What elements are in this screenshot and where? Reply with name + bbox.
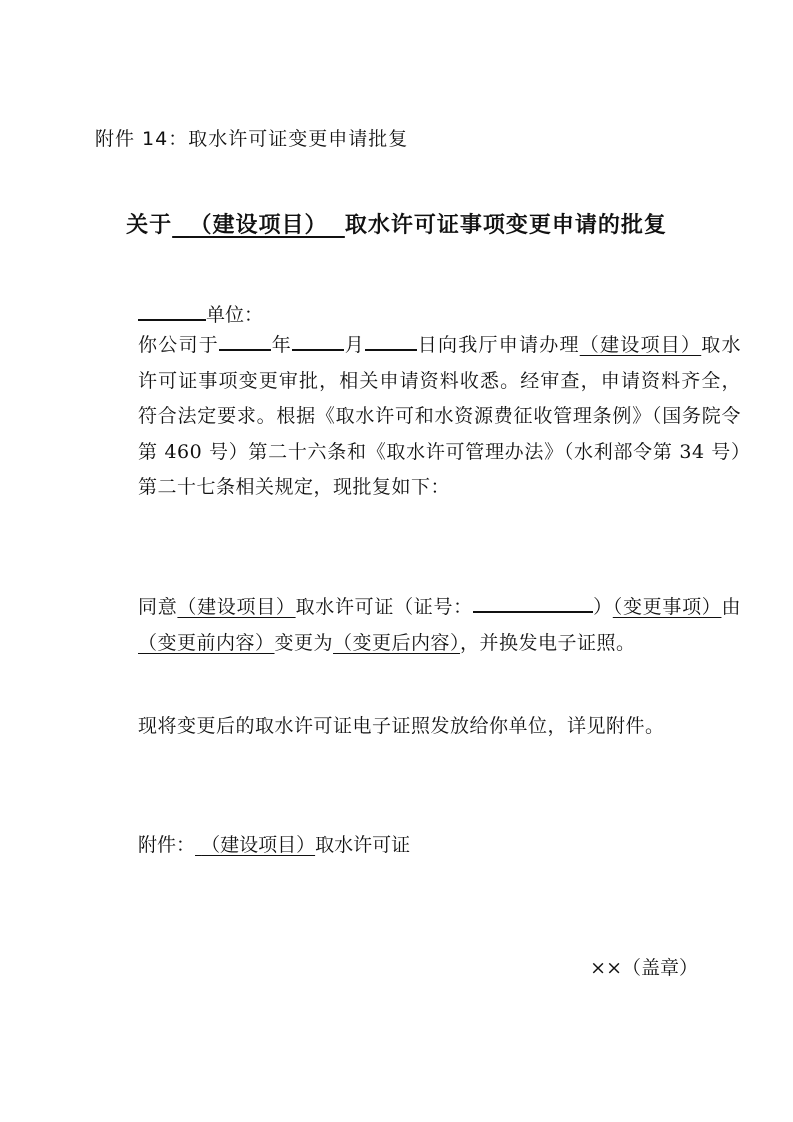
title-project-text: （建设项目） xyxy=(189,213,328,238)
title-suffix: 取水许可证事项变更申请的批复 xyxy=(344,213,667,238)
certificate-number-blank xyxy=(473,593,593,613)
p1-project-placeholder: （建设项目） xyxy=(579,334,702,356)
title-prefix: 关于 xyxy=(126,213,173,238)
attachment-project-placeholder xyxy=(195,834,315,856)
paragraph-issuance: 现将变更后的取水许可证电子证照发放给你单位，详见附件。 xyxy=(138,715,665,737)
before-content-placeholder: （变更前内容） xyxy=(138,631,275,654)
p2-text-2: 取水许可证（证号： xyxy=(295,596,473,618)
p1-year-label: 年 xyxy=(271,334,292,356)
salutation xyxy=(138,300,263,327)
p2-text-4: 由 xyxy=(721,596,741,618)
document-title xyxy=(95,208,698,239)
salutation-text: 单位： xyxy=(206,304,264,326)
p1-text-3: 取水许可证事项变更审批，相关申请资料收悉。经审查，申请资料齐全，符合法定要求。根据《取水许可和水资源费征收管理条例》（国务院令第 460 号）第二十六条和《取水许可管理办法》（水利部令第 34 号）第二十七条相关规定，现批复如下： xyxy=(138,334,741,498)
day-blank xyxy=(365,331,417,351)
paragraph-approval xyxy=(95,590,741,661)
year-blank xyxy=(219,331,271,351)
month-blank xyxy=(292,331,344,351)
p2-text-1: 同意 xyxy=(138,596,178,618)
attachment-project-text: （建设项目） xyxy=(201,834,316,856)
attachment-heading: 附件 14：取水许可证变更申请批复 xyxy=(95,128,409,150)
p1-month-label: 月 xyxy=(344,334,365,356)
after-content-placeholder: （变更后内容） xyxy=(333,631,461,654)
attachment-line xyxy=(138,830,410,857)
p2-text-6: ，并换发电子证照。 xyxy=(460,631,636,654)
p2-project-placeholder: （建设项目） xyxy=(177,596,296,618)
attachment-text: 取水许可证 xyxy=(315,834,411,856)
recipient-blank xyxy=(138,301,206,321)
seal-line: ××（盖章） xyxy=(590,957,698,979)
p2-text-3: ） xyxy=(592,596,613,618)
attachment-label: 附件： xyxy=(138,834,196,856)
p2-text-5: 变更为 xyxy=(274,631,334,654)
p1-text-2: 日向我厅申请办理 xyxy=(417,334,580,356)
change-item-placeholder: （变更事项） xyxy=(612,596,722,618)
title-project-placeholder xyxy=(172,213,345,238)
paragraph-application xyxy=(95,328,741,506)
p1-text-1: 你公司于 xyxy=(138,334,219,356)
